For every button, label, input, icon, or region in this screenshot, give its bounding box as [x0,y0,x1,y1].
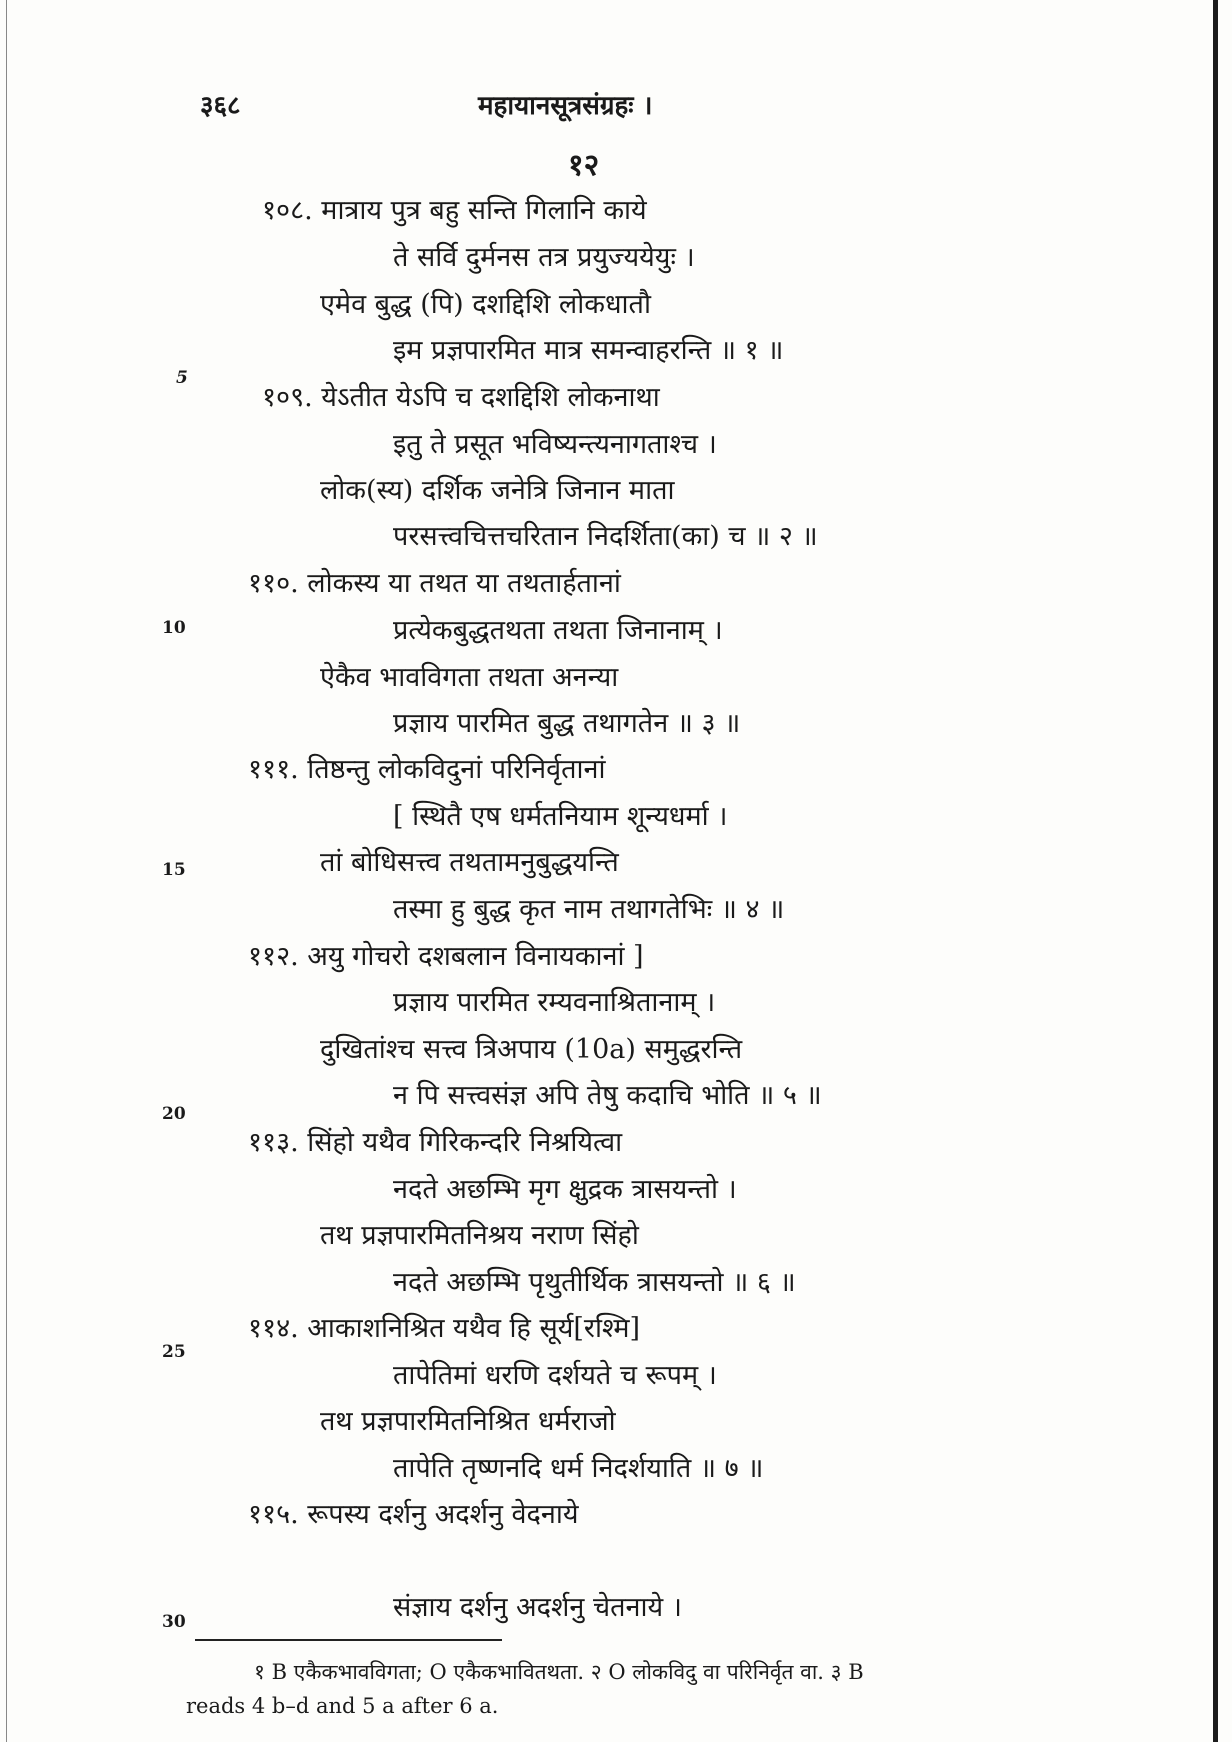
verse-line: नदते अछम्भि पृथुतीर्थिक त्रासयन्तो ॥ ६ ॥ [393,1267,796,1298]
verse-line: इम प्रज्ञपारमित मात्र समन्वाहरन्ति ॥ १ ॥ [393,335,784,366]
page-edge-shadow [1213,0,1218,1742]
verse-line: तस्मा हु बुद्ध कृत नाम तथागतेभिः ॥ ४ ॥ [393,894,785,925]
line-number-15: 15 [162,860,186,880]
line-number-30: 30 [162,1612,186,1632]
verse-line: तां बोधिसत्त्व तथतामनुबुद्धयन्ति [320,847,619,878]
verse-number: ११४. [248,1313,299,1344]
verse-111-line-1: १११. तिष्ठन्तु लोकविदुनां परिनिर्वृतानां [248,754,606,785]
verse-114-line-1: ११४. आकाशनिश्रित यथैव हि सूर्य[रश्मि] [248,1313,641,1344]
verse-110-line-1: ११०. लोकस्य या तथत या तथतार्हतानां [248,568,621,599]
verse-line: नदते अछम्भि मृग क्षुद्रक त्रासयन्तो । [393,1174,737,1205]
verse-108-line-1: १०८. मात्राय पुत्र बहु सन्ति गिलानि काये [262,195,647,226]
section-number: १२ [568,148,600,183]
verse-number: १११. [248,754,299,785]
verse-115-line-1: ११५. रूपस्य दर्शनु अदर्शनु वेदनाये [248,1499,579,1530]
running-title: महायानसूत्रसंग्रहः । [478,91,653,121]
footnote-line-1: १ B एकैकभावविगता; O एकैकभावितथता. २ O लोकविदु वा परिनिर्वृत वा. ३ B [254,1660,864,1684]
verse-line: ते सर्वि दुर्मनस तत्र प्रयुज्ययेयुः । [393,242,695,273]
verse-line: [ स्थितै एष धर्मतनियाम शून्यधर्मा । [393,801,728,832]
verse-line: इतु ते प्रसूत भविष्यन्त्यनागताश्च । [393,429,717,460]
verse-line: प्रज्ञाय पारमित बुद्ध तथागतेन ॥ ३ ॥ [393,708,741,739]
verse-line: न पि सत्त्वसंज्ञ अपि तेषु कदाचि भोति ॥ ५ ॥ [393,1080,822,1111]
line-number-10: 10 [162,618,186,638]
verse-line: ऐकैव भावविगता तथता अनन्या [320,662,619,693]
verse-number: ११३. [248,1127,299,1158]
line-number-25: 25 [162,1342,186,1362]
verse-number: ११२. [248,941,299,972]
verse-line: तथ प्रज्ञपारमितनिश्रय नराण सिंहो [320,1220,639,1251]
verse-line: परसत्त्वचित्तचरितान निदर्शिता(का) च ॥ २ ॥ [393,521,818,552]
verse-line: एमेव बुद्ध (पि) दशद्दिशि लोकधातौ [320,289,651,320]
page-left-edge [6,0,7,1742]
verse-number: ११०. [248,568,299,599]
verse-112-line-1: ११२. अयु गोचरो दशबलान विनायकानां ] [248,941,644,972]
verse-line: संज्ञाय दर्शनु अदर्शनु चेतनाये । [393,1592,682,1623]
verse-line: प्रत्येकबुद्धतथता तथता जिनानाम् । [393,615,723,646]
verse-line: प्रज्ञाय पारमित रम्यवनाश्रितानाम् । [393,987,716,1018]
verse-number: ११५. [248,1499,299,1530]
verse-number: १०८. [262,195,313,226]
verse-line: तापेति तृष्णनदि धर्म निदर्शयाति ॥ ७ ॥ [393,1453,764,1484]
footnote-rule [195,1639,502,1641]
verse-113-line-1: ११३. सिंहो यथैव गिरिकन्दरि निश्रयित्वा [248,1127,623,1158]
verse-line: लोक(स्य) दर्शिक जनेत्रि जिनान माता [320,475,675,506]
page-number: ३६८ [200,91,241,121]
line-number-5: 5 [176,368,188,388]
verse-line: तापेतिमां धरणि दर्शयते च रूपम् । [393,1360,717,1391]
verse-number: १०९. [262,382,313,413]
verse-line: तथ प्रज्ञपारमितनिश्रित धर्मराजो [320,1406,616,1437]
verse-line: दुखितांश्च सत्त्व त्रिअपाय (10a) समुद्धरन्ति [320,1034,743,1065]
verse-109-line-1: १०९. येऽतीत येऽपि च दशद्दिशि लोकनाथा [262,382,660,413]
footnote-line-2: reads 4 b–d and 5 a after 6 a. [186,1694,499,1718]
line-number-20: 20 [162,1104,186,1124]
